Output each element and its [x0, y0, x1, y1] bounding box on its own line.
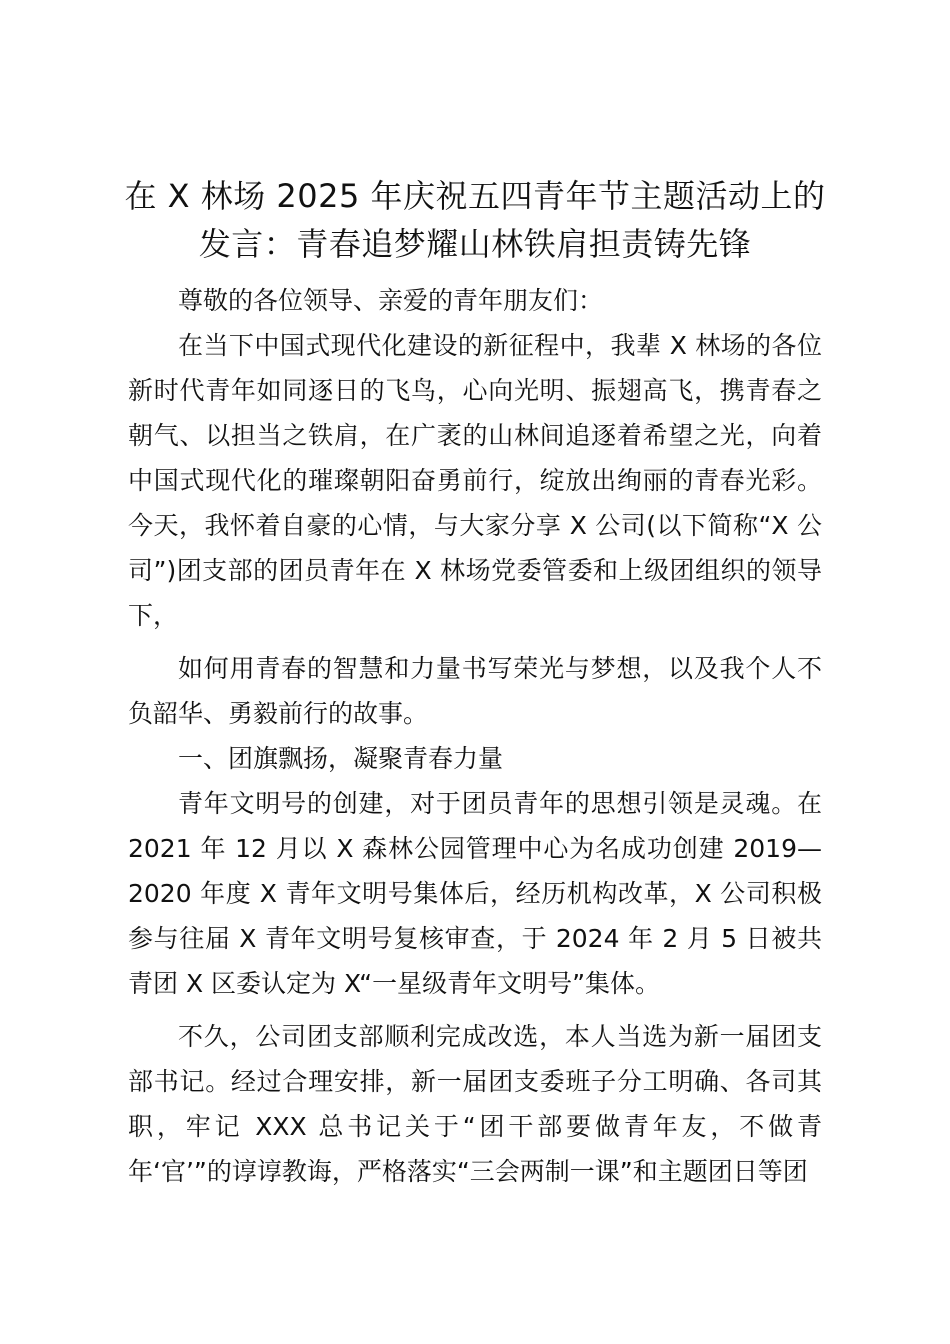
salutation: 尊敬的各位领导、亲爱的青年朋友们： [178, 286, 604, 315]
document-title: 在 X 林场 2025 年庆祝五四青年节主题活动上的发言：青春追梦耀山林铁肩担责铸先锋 [124, 177, 826, 263]
section-paragraph-2: 不久，公司团支部顺利完成改选，本人当选为新一届团支部书记。经过合理安排，新一届团支委班子分工明确、各司其职，牢记 XXX 总书记关于“团干部要做青年友，不做青年‘官’”的谆谆教诲，严格落实“三会两制一课”和主题团日等团 [128, 1022, 822, 1186]
paragraph-2: 如何用青春的智慧和力量书写荣光与梦想，以及我个人不负韶华、勇毅前行的故事。 [128, 654, 822, 728]
section-heading-1: 一、团旗飘扬，凝聚青春力量 [178, 744, 504, 773]
document-body [128, 278, 822, 1194]
paragraph-1: 在当下中国式现代化建设的新征程中，我辈 X 林场的各位新时代青年如同逐日的飞鸟，心向光明、振翅高飞，携青春之朝气、以担当之铁肩，在广袤的山林间追逐着希望之光，向着中国式现代化的璀璨朝阳奋勇前行，绽放出绚丽的青春光彩。今天，我怀着自豪的心情，与大家分享 X 公司(以下简称“X 公司”)团支部的团员青年在 X 林场党委管委和上级团组织的领导下， [128, 331, 822, 630]
section-paragraph-1: 青年文明号的创建，对于团员青年的思想引领是灵魂。在 2021 年 12 月以 X 森林公园管理中心为名成功创建 2019—2020 年度 X 青年文明号集体后，经历机构改革，X 公司积极参与往届 X 青年文明号复核审查，于 2024 年 2 月 5 日被共青团 X 区委认定为 X“一星级青年文明号”集体。 [128, 789, 822, 998]
